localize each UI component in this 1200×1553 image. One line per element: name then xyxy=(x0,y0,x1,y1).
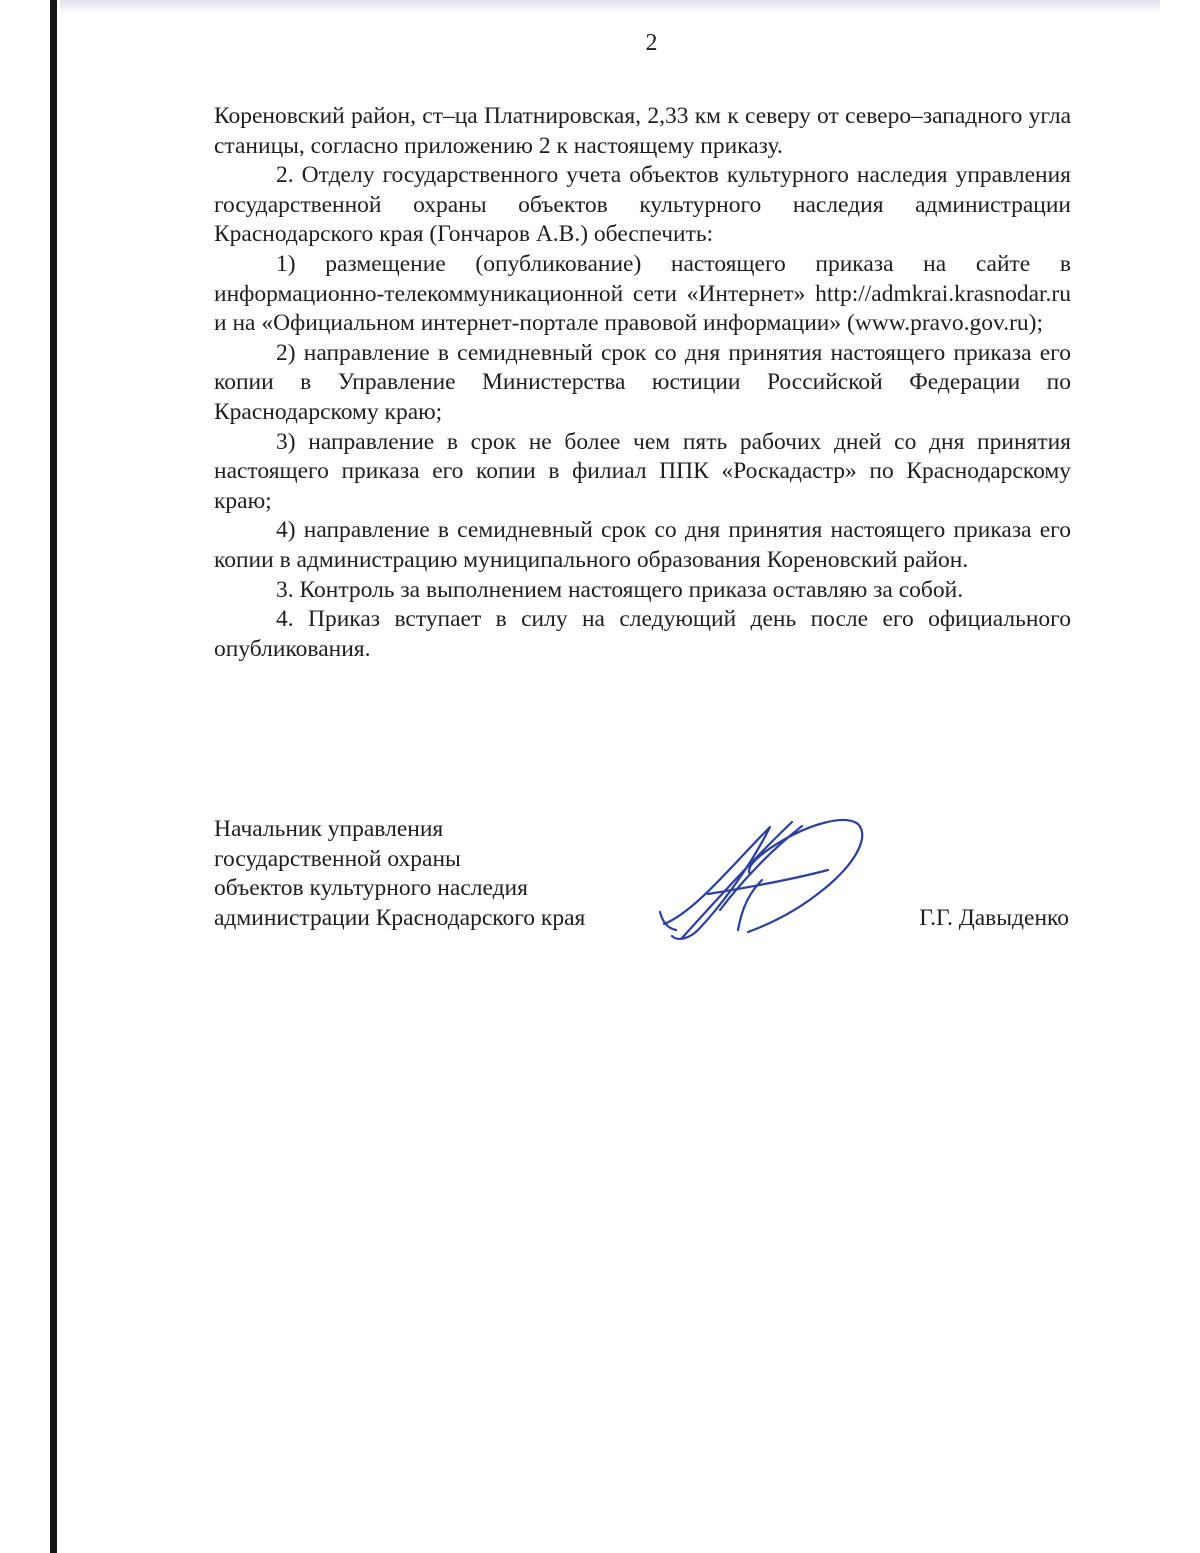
document-body xyxy=(214,102,1071,664)
position-line: администрации Краснодарского края xyxy=(214,904,586,931)
paragraph-2-item-3: 3) направление в срок не более чем пять рабочих дней со дня принятия настоящего приказа его копии в филиал ППК «Роскадастр» по Краснодарскому краю; xyxy=(214,428,1071,514)
position-line: государственной охраны xyxy=(214,845,461,872)
paragraph-2-instruction: 2. Отделу государственного учета объектов культурного наследия управления государственной охраны объектов культурного наследия администрации Краснодарского края (Гончаров А.В.) обеспечить: xyxy=(214,162,1071,248)
page-number: 2 xyxy=(645,30,658,56)
position-line: Начальник управления xyxy=(214,816,444,842)
paragraph-2-item-1: 1) размещение (опубликование) настоящего приказа на сайте в информационно-телекоммуникационной сети «Интернет» http://admkrai.krasnodar.ru и на «Официальном интернет-портале правовой информации» (www.pravo.gov.ru); xyxy=(214,250,1071,337)
paragraph-location: Кореновский район, ст–ца Платнировская, 2,33 км к северу от северо–западного угла станицы, согласно приложению 2 к настоящему приказу. xyxy=(214,103,1071,159)
scan-left-edge xyxy=(50,0,57,1553)
signer-name: Г.Г. Давыденко xyxy=(919,905,1069,931)
paragraph-2-item-2: 2) направление в семидневный срок со дня принятия настоящего приказа его копии в Управление Министерства юстиции Российской Федерации по Краснодарскому краю; xyxy=(214,339,1071,425)
paragraph-2-item-4: 4) направление в семидневный срок со дня принятия настоящего приказа его копии в администрацию муниципального образования Кореновский район. xyxy=(214,517,1071,573)
paragraph-3-control: 3. Контроль за выполнением настоящего приказа оставляю за собой. xyxy=(276,576,964,603)
paragraph-4-effective: 4. Приказ вступает в силу на следующий день после его официального опубликования. xyxy=(214,606,1071,662)
scan-top-band xyxy=(60,0,1160,14)
position-line: объектов культурного наследия xyxy=(214,875,528,902)
